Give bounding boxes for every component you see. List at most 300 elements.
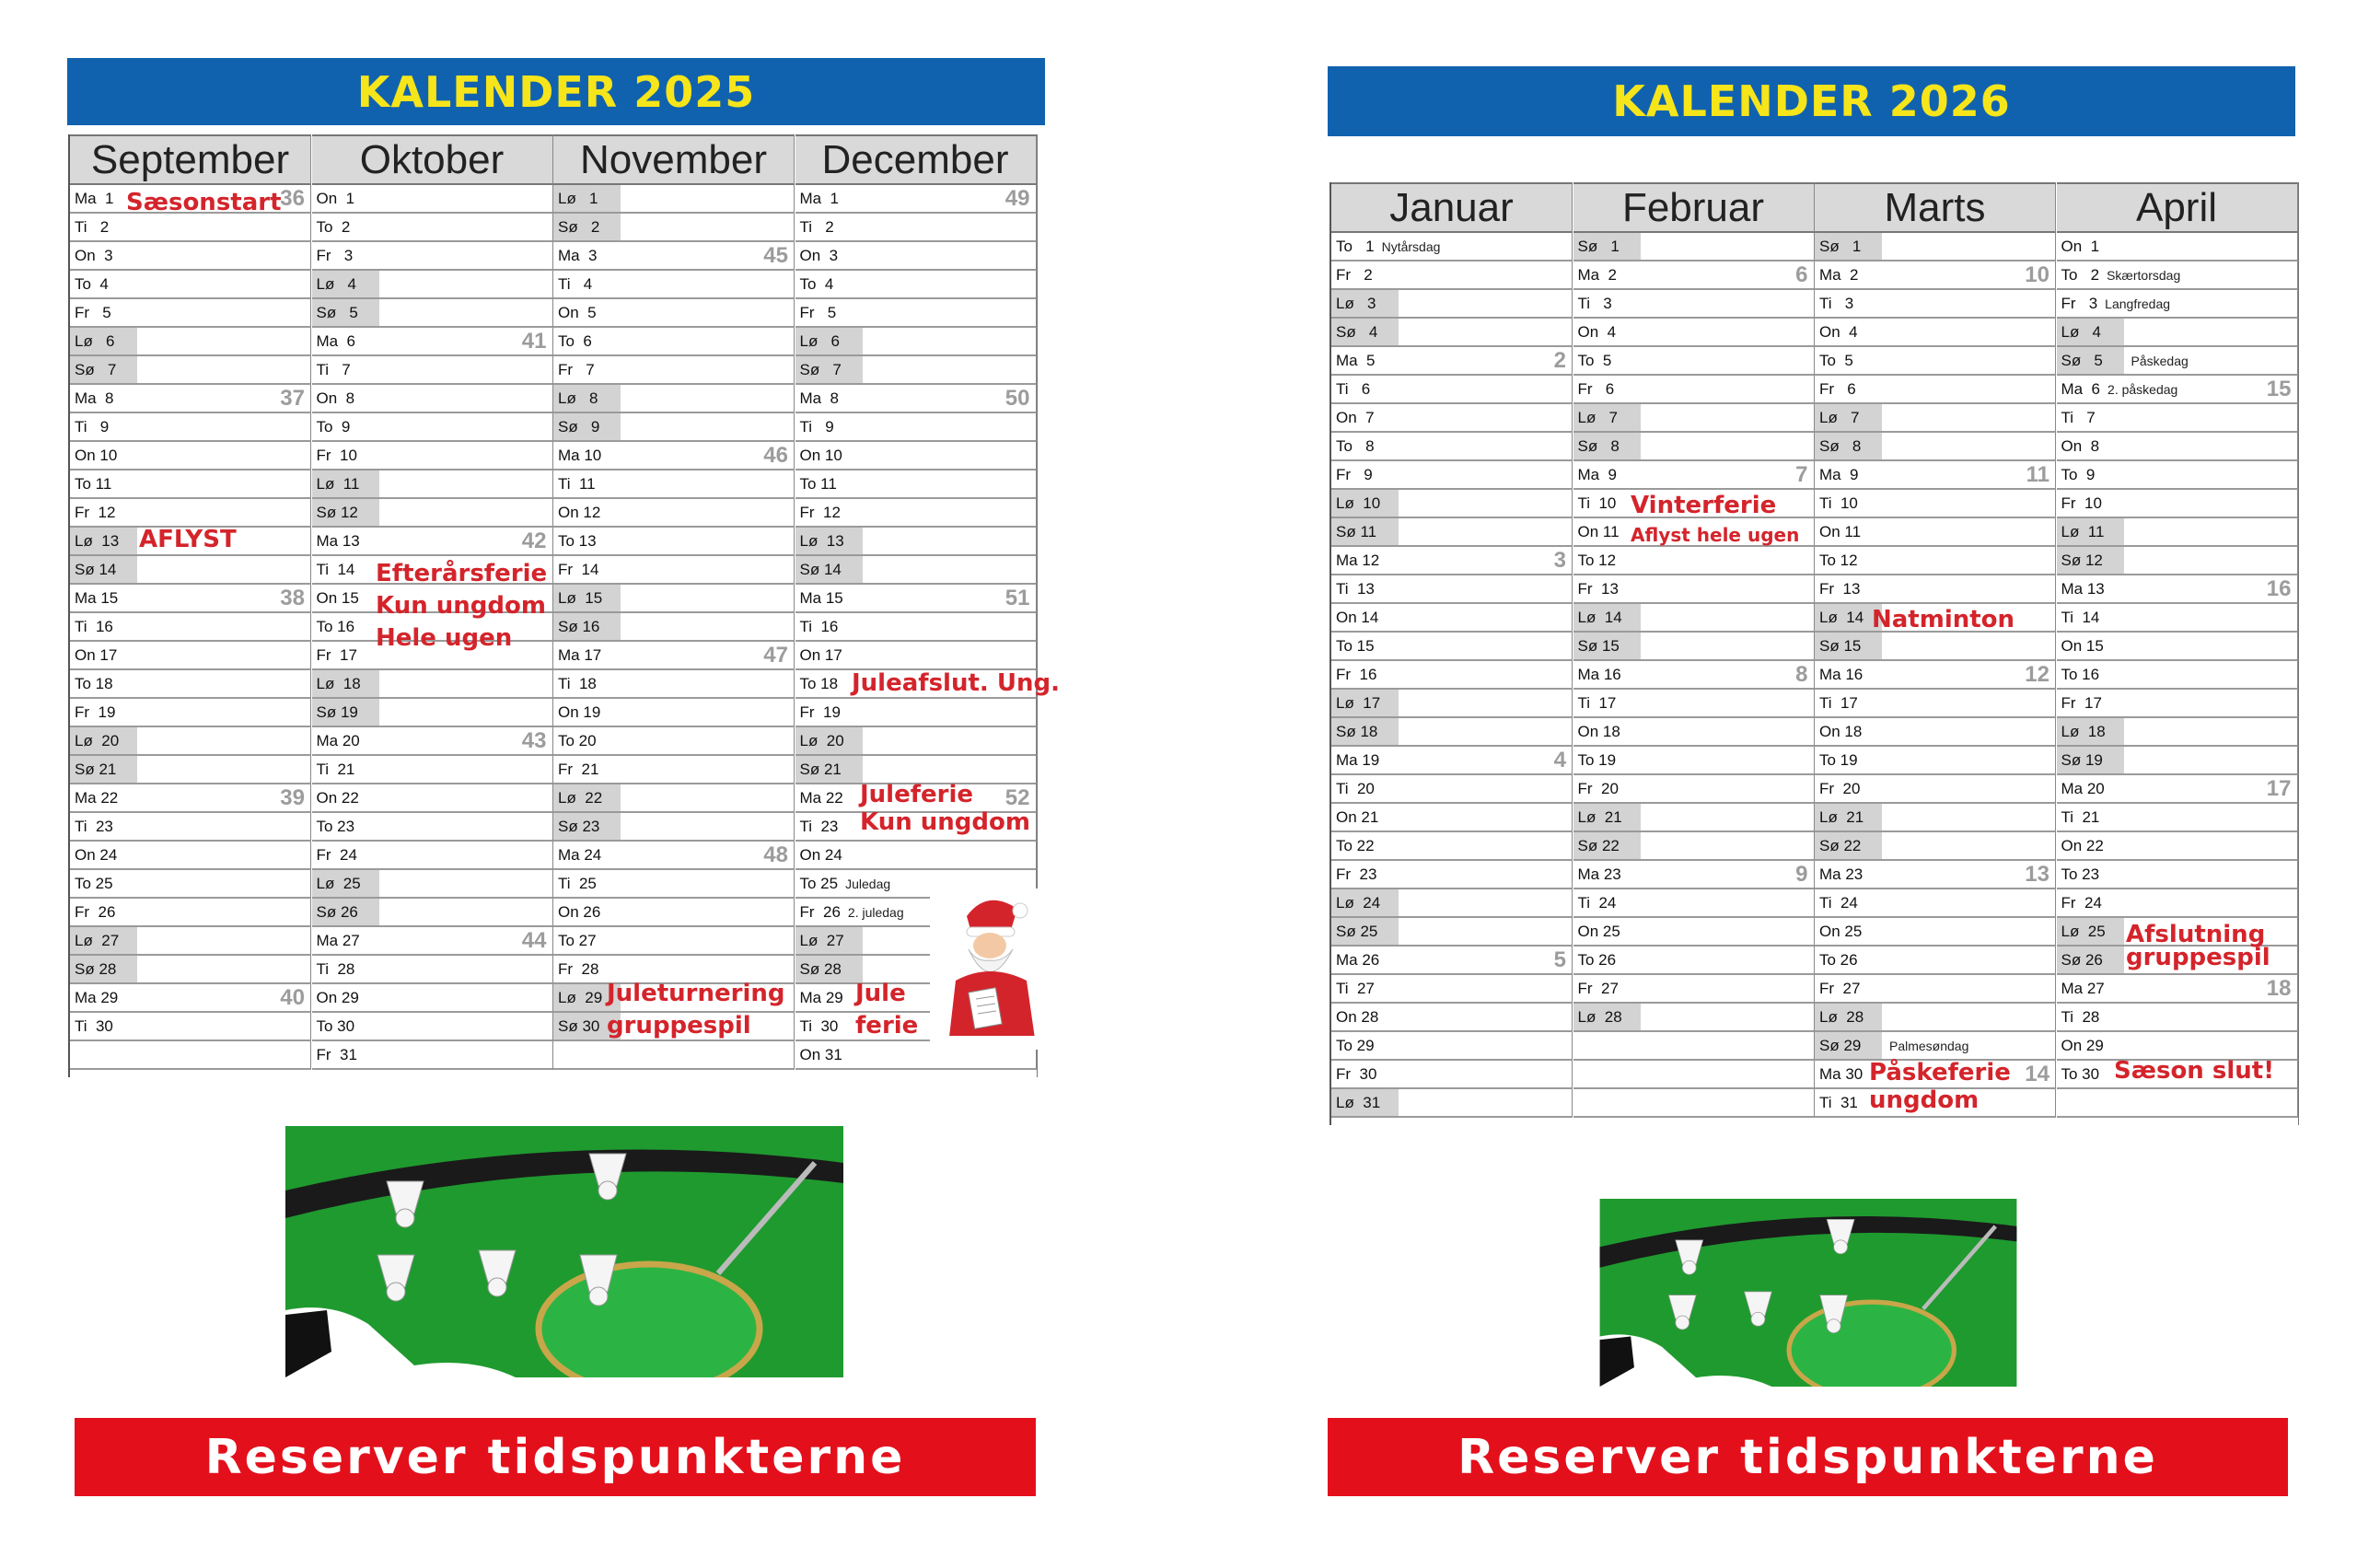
- day-label: Ma 17: [558, 646, 602, 664]
- day-row: [312, 442, 553, 470]
- badminton-photo-2026: [1599, 1199, 2017, 1387]
- day-row: [1573, 404, 1815, 433]
- day-row: [1573, 775, 1815, 804]
- day-row: [553, 585, 795, 613]
- week-number: 36: [280, 186, 305, 211]
- day-label: On 3: [75, 247, 113, 264]
- day-label: On 24: [799, 846, 842, 864]
- day-label: Ti 16: [75, 618, 113, 635]
- day-label: To 5: [1819, 352, 1853, 369]
- week-number: 50: [1004, 386, 1030, 411]
- badminton-photo-2025: [285, 1126, 843, 1377]
- day-label: Lø 4: [2057, 319, 2124, 345]
- month-column-april: [2057, 182, 2298, 1118]
- week-number: 14: [2025, 1062, 2049, 1086]
- day-row: [795, 499, 1037, 528]
- day-row: [70, 299, 311, 328]
- month-column-februar: [1573, 182, 1815, 1118]
- day-label: Ti 28: [2061, 1008, 2100, 1026]
- day-row: [1815, 633, 2056, 661]
- day-row: [312, 842, 553, 870]
- day-label: Fr 12: [799, 504, 841, 521]
- note-natminton: Natminton: [1872, 606, 2015, 633]
- day-label: Ti 23: [799, 818, 839, 835]
- day-label: Sø 19: [312, 699, 379, 726]
- day-label: On 17: [75, 646, 118, 664]
- day-row: [1815, 376, 2056, 404]
- day-row: [1573, 290, 1815, 319]
- week-number: 37: [280, 386, 305, 411]
- day-label: On 1: [316, 190, 355, 207]
- day-row: [553, 927, 795, 956]
- day-label: Sø 19: [2057, 747, 2124, 773]
- day-label: Sø 5: [2057, 347, 2124, 374]
- day-row: [70, 242, 311, 271]
- day-label: Fr 27: [1819, 980, 1861, 997]
- month-header: Marts: [1815, 182, 2056, 233]
- day-label: Ti 21: [316, 761, 355, 778]
- day-row: [1573, 1061, 1815, 1089]
- day-label: Sø 21: [795, 756, 863, 783]
- month-column-marts: [1815, 182, 2056, 1118]
- week-number: 48: [763, 842, 788, 867]
- day-row: [70, 271, 311, 299]
- day-label: Fr 3: [2061, 295, 2098, 312]
- day-row: [2057, 861, 2298, 889]
- day-row: [312, 328, 553, 356]
- week-number: 52: [1004, 785, 1030, 810]
- week-number: 12: [2025, 662, 2049, 687]
- day-label: Fr 10: [2061, 494, 2102, 512]
- day-label: Ti 17: [1577, 694, 1617, 712]
- holiday-label: Palmesøndag: [1889, 1039, 1969, 1053]
- day-label: On 5: [558, 304, 597, 321]
- day-label: Ma 15: [75, 589, 119, 607]
- day-row: [2057, 490, 2298, 518]
- day-row: [553, 185, 795, 214]
- day-label: Sø 2: [553, 214, 621, 240]
- day-row: [795, 528, 1037, 556]
- day-label: Sø 14: [795, 556, 863, 583]
- day-label: Ti 30: [799, 1017, 839, 1035]
- day-row: [2057, 261, 2298, 290]
- day-label: Fr 28: [558, 960, 599, 978]
- day-label: Sø 22: [1573, 832, 1641, 859]
- day-row: [795, 214, 1037, 242]
- day-row: [2057, 575, 2298, 604]
- day-row: [795, 356, 1037, 385]
- week-number: 43: [521, 728, 547, 753]
- day-label: Sø 23: [553, 813, 621, 840]
- day-row: [553, 899, 795, 927]
- week-number: 18: [2266, 976, 2292, 1001]
- day-label: Ti 11: [558, 475, 596, 493]
- day-row: [2057, 604, 2298, 633]
- day-row: [553, 214, 795, 242]
- day-label: On 22: [2061, 837, 2104, 854]
- day-label: Sø 26: [2057, 947, 2124, 973]
- day-row: [553, 328, 795, 356]
- day-row: [312, 784, 553, 813]
- day-label: On 15: [2061, 637, 2104, 655]
- day-label: To 12: [1577, 552, 1617, 569]
- week-number: 15: [2266, 377, 2292, 401]
- day-row: [70, 642, 311, 670]
- day-row: [1815, 490, 2056, 518]
- week-number: 6: [1795, 262, 1808, 287]
- day-label: Ma 6: [316, 332, 356, 350]
- day-label: Ti 4: [558, 275, 593, 293]
- day-row: [312, 756, 553, 784]
- day-row: [2057, 1004, 2298, 1032]
- day-label: Ma 19: [1336, 751, 1380, 769]
- day-row: [795, 271, 1037, 299]
- day-label: Ti 6: [1336, 380, 1371, 398]
- day-label: To 27: [558, 932, 597, 949]
- day-row: [1573, 661, 1815, 690]
- calendar-2025: [68, 134, 1038, 1077]
- day-label: Ma 12: [1336, 552, 1380, 569]
- day-label: Lø 28: [1815, 1004, 1882, 1030]
- day-row: [2057, 518, 2298, 547]
- day-label: Lø 18: [312, 670, 379, 697]
- day-label: Lø 31: [1331, 1089, 1399, 1116]
- week-number: 5: [1553, 947, 1566, 972]
- day-row: [1573, 575, 1815, 604]
- day-label: Lø 18: [2057, 718, 2124, 745]
- day-label: Lø 17: [1331, 690, 1399, 716]
- day-row: [1573, 1032, 1815, 1061]
- day-label: On 3: [799, 247, 839, 264]
- day-label: Ma 1: [799, 190, 840, 207]
- day-label: Ti 25: [558, 875, 597, 892]
- day-label: To 11: [799, 475, 837, 493]
- day-label: Ma 1: [75, 190, 114, 207]
- day-row: [70, 470, 311, 499]
- day-row: [1815, 889, 2056, 918]
- day-row: [1331, 1061, 1573, 1089]
- week-number: 16: [2266, 576, 2292, 601]
- day-row: [1331, 575, 1573, 604]
- note-jule: Jule: [855, 980, 906, 1007]
- day-label: Lø 14: [1573, 604, 1641, 631]
- day-label: Fr 26: [75, 903, 116, 921]
- day-label: Fr 24: [316, 846, 357, 864]
- day-label: Ma 27: [2061, 980, 2105, 997]
- day-row: [2057, 290, 2298, 319]
- week-number: 10: [2025, 262, 2049, 287]
- day-row: [1815, 775, 2056, 804]
- day-row: [70, 214, 311, 242]
- reserve-banner-2026: Reserver tidspunkterne: [1328, 1418, 2288, 1496]
- week-number: 40: [280, 985, 305, 1010]
- day-row: [553, 556, 795, 585]
- day-label: Ma 5: [1336, 352, 1376, 369]
- day-label: Lø 13: [70, 528, 137, 554]
- day-label: [1573, 1089, 1578, 1116]
- day-row: [553, 356, 795, 385]
- day-row: [312, 727, 553, 756]
- day-row: [312, 185, 553, 214]
- day-label: Fr 6: [1819, 380, 1856, 398]
- day-label: Ti 20: [1336, 780, 1375, 797]
- day-row: [553, 499, 795, 528]
- day-row: [1331, 233, 1573, 261]
- note-paaskeferie: Påskeferie: [1869, 1059, 2011, 1086]
- week-number: 41: [521, 329, 547, 354]
- note-paaske-ungdom: ungdom: [1869, 1086, 1980, 1114]
- day-label: Ti 21: [2061, 808, 2100, 826]
- day-label: [1573, 1032, 1578, 1059]
- day-row: [795, 585, 1037, 613]
- day-row: [1331, 319, 1573, 347]
- day-label: Fr 13: [1819, 580, 1861, 598]
- note-juleferie: Juleferie: [860, 781, 974, 808]
- day-label: Lø 10: [1331, 490, 1399, 517]
- day-row: [1815, 319, 2056, 347]
- day-row: [795, 242, 1037, 271]
- day-row: [1331, 690, 1573, 718]
- day-label: Fr 16: [1336, 666, 1377, 683]
- title-2026: KALENDER 2026: [1328, 66, 2295, 136]
- note-saeson-slut: Sæson slut!: [2114, 1057, 2275, 1085]
- day-row: [1331, 347, 1573, 376]
- holiday-label: Juledag: [845, 877, 891, 891]
- day-label: To 2: [316, 218, 351, 236]
- day-label: Sø 28: [70, 956, 137, 982]
- day-label: Ti 9: [799, 418, 834, 436]
- day-row: [1573, 832, 1815, 861]
- day-label: Fr 17: [2061, 694, 2102, 712]
- day-label: Ti 2: [75, 218, 110, 236]
- day-row: [312, 813, 553, 842]
- day-label: Ti 7: [2061, 409, 2096, 426]
- day-label: Ti 30: [75, 1017, 113, 1035]
- day-row: [1815, 1032, 2056, 1061]
- day-label: To 16: [2061, 666, 2100, 683]
- note-gruppespil-2026: gruppespil: [2126, 944, 2270, 971]
- day-label: To 13: [558, 532, 597, 550]
- day-row: [795, 470, 1037, 499]
- day-row: [553, 1041, 795, 1070]
- day-label: Ma 2: [1577, 266, 1618, 284]
- note-juleturnering: Juleturnering: [607, 980, 785, 1007]
- day-label: On 10: [799, 447, 842, 464]
- day-label: To 18: [799, 675, 839, 692]
- day-label: Lø 7: [1573, 404, 1641, 431]
- day-label: To 25: [799, 875, 839, 892]
- day-label: To 8: [1336, 437, 1375, 455]
- day-row: [2057, 832, 2298, 861]
- day-row: [2057, 1089, 2298, 1118]
- day-label: Ma 9: [1819, 466, 1859, 483]
- day-row: [70, 585, 311, 613]
- day-row: [795, 842, 1037, 870]
- day-row: [70, 499, 311, 528]
- note-aflyst: AFLYST: [139, 526, 237, 553]
- day-label: Sø 4: [1331, 319, 1399, 345]
- day-label: Ma 23: [1819, 865, 1864, 883]
- day-label: Fr 26: [799, 903, 841, 921]
- day-row: [70, 356, 311, 385]
- week-number: 11: [2026, 462, 2049, 487]
- day-label: Ma 13: [316, 532, 360, 550]
- day-label: On 25: [1819, 923, 1863, 940]
- day-row: [312, 870, 553, 899]
- week-number: 45: [763, 243, 788, 268]
- day-row: [2057, 433, 2298, 461]
- day-row: [553, 299, 795, 328]
- day-label: Lø 21: [1573, 804, 1641, 830]
- day-label: To 29: [1336, 1037, 1375, 1054]
- day-row: [1331, 947, 1573, 975]
- week-number: 47: [763, 643, 788, 668]
- title-2025: KALENDER 2025: [67, 58, 1045, 125]
- holiday-label: Skærtorsdag: [2107, 268, 2181, 283]
- day-label: Lø 28: [1573, 1004, 1641, 1030]
- day-label: On 12: [558, 504, 601, 521]
- day-label: On 4: [1577, 323, 1617, 341]
- day-label: On 28: [1336, 1008, 1379, 1026]
- day-label: Ma 3: [558, 247, 598, 264]
- day-label: Fr 6: [1577, 380, 1615, 398]
- week-number: 42: [521, 528, 547, 553]
- month-header: Oktober: [312, 134, 553, 185]
- day-label: On 25: [1577, 923, 1620, 940]
- day-row: [795, 613, 1037, 642]
- day-label: Lø 27: [70, 927, 137, 954]
- day-label: Ma 20: [316, 732, 360, 749]
- day-label: [70, 1041, 75, 1068]
- day-label: To 25: [75, 875, 113, 892]
- day-row: [70, 670, 311, 699]
- day-label: On 7: [1336, 409, 1375, 426]
- day-row: [2057, 547, 2298, 575]
- week-number: 9: [1795, 862, 1808, 887]
- day-label: On 8: [316, 389, 355, 407]
- day-label: Sø 14: [70, 556, 137, 583]
- day-row: [1331, 490, 1573, 518]
- day-label: Lø 14: [1815, 604, 1882, 631]
- week-number: 4: [1553, 748, 1566, 772]
- month-header: November: [553, 134, 795, 185]
- day-label: Sø 15: [1815, 633, 1882, 659]
- day-row: [1331, 290, 1573, 319]
- day-label: Ma 23: [1577, 865, 1621, 883]
- day-label: Sø 25: [1331, 918, 1399, 945]
- day-label: To 19: [1577, 751, 1617, 769]
- day-label: Lø 21: [1815, 804, 1882, 830]
- day-row: [1331, 747, 1573, 775]
- day-label: Ti 31: [1819, 1094, 1858, 1111]
- week-number: 44: [521, 928, 547, 953]
- note-vinterferie: Vinterferie: [1631, 492, 1777, 519]
- day-label: To 9: [316, 418, 351, 436]
- day-label: Ti 10: [1577, 494, 1617, 512]
- day-label: On 26: [558, 903, 601, 921]
- day-label: Sø 16: [553, 613, 621, 640]
- day-label: To 1: [1336, 238, 1375, 255]
- week-number: 49: [1004, 186, 1030, 211]
- day-row: [553, 813, 795, 842]
- day-label: Lø 3: [1331, 290, 1399, 317]
- week-number: 38: [280, 586, 305, 610]
- day-row: [1331, 718, 1573, 747]
- day-row: [1573, 747, 1815, 775]
- day-label: Ti 13: [1336, 580, 1375, 598]
- day-row: [1815, 747, 2056, 775]
- day-row: [70, 1041, 311, 1070]
- day-row: [1815, 661, 2056, 690]
- day-row: [312, 413, 553, 442]
- calendar-2026: [1329, 182, 2299, 1125]
- day-label: Ti 9: [75, 418, 110, 436]
- note-gruppespil-2025: gruppespil: [607, 1012, 751, 1040]
- day-row: [1331, 547, 1573, 575]
- holiday-label: Påskedag: [2131, 354, 2189, 368]
- day-row: [1815, 918, 2056, 947]
- day-label: Ti 3: [1819, 295, 1854, 312]
- day-row: [1815, 718, 2056, 747]
- day-label: To 22: [1336, 837, 1375, 854]
- note-afslutning: Afslutning: [2126, 921, 2266, 948]
- day-label: On 18: [1577, 723, 1620, 740]
- day-row: [312, 271, 553, 299]
- day-row: [1573, 718, 1815, 747]
- day-label: On 17: [799, 646, 842, 664]
- day-row: [1815, 947, 2056, 975]
- reserve-banner-2025: Reserver tidspunkterne: [75, 1418, 1036, 1496]
- day-label: Sø 1: [1815, 233, 1882, 260]
- day-label: To 6: [558, 332, 592, 350]
- day-row: [70, 813, 311, 842]
- day-row: [553, 642, 795, 670]
- day-row: [2057, 347, 2298, 376]
- day-label: Ti 3: [1577, 295, 1612, 312]
- day-row: [1573, 947, 1815, 975]
- day-row: [1331, 804, 1573, 832]
- day-label: Sø 5: [312, 299, 379, 326]
- day-row: [1331, 404, 1573, 433]
- day-label: To 11: [75, 475, 112, 493]
- day-row: [1815, 404, 2056, 433]
- day-row: [312, 299, 553, 328]
- day-label: Sø 30: [553, 1013, 621, 1040]
- day-row: [2057, 804, 2298, 832]
- week-number: 51: [1004, 586, 1030, 610]
- day-label: To 26: [1819, 951, 1858, 969]
- day-row: [70, 613, 311, 642]
- day-label: To 23: [2061, 865, 2100, 883]
- week-number: 7: [1795, 462, 1808, 487]
- day-row: [70, 413, 311, 442]
- day-row: [1815, 261, 2056, 290]
- day-label: Ti 24: [1577, 894, 1617, 912]
- day-row: [2057, 633, 2298, 661]
- day-row: [1331, 518, 1573, 547]
- day-row: [1815, 347, 2056, 376]
- month-header: September: [70, 134, 311, 185]
- day-row: [1573, 975, 1815, 1004]
- day-label: On 24: [75, 846, 118, 864]
- day-label: Fr 24: [2061, 894, 2102, 912]
- day-label: Lø 6: [795, 328, 863, 354]
- day-row: [312, 385, 553, 413]
- day-row: [70, 556, 311, 585]
- day-label: Lø 22: [553, 784, 621, 811]
- day-row: [2057, 975, 2298, 1004]
- day-row: [553, 784, 795, 813]
